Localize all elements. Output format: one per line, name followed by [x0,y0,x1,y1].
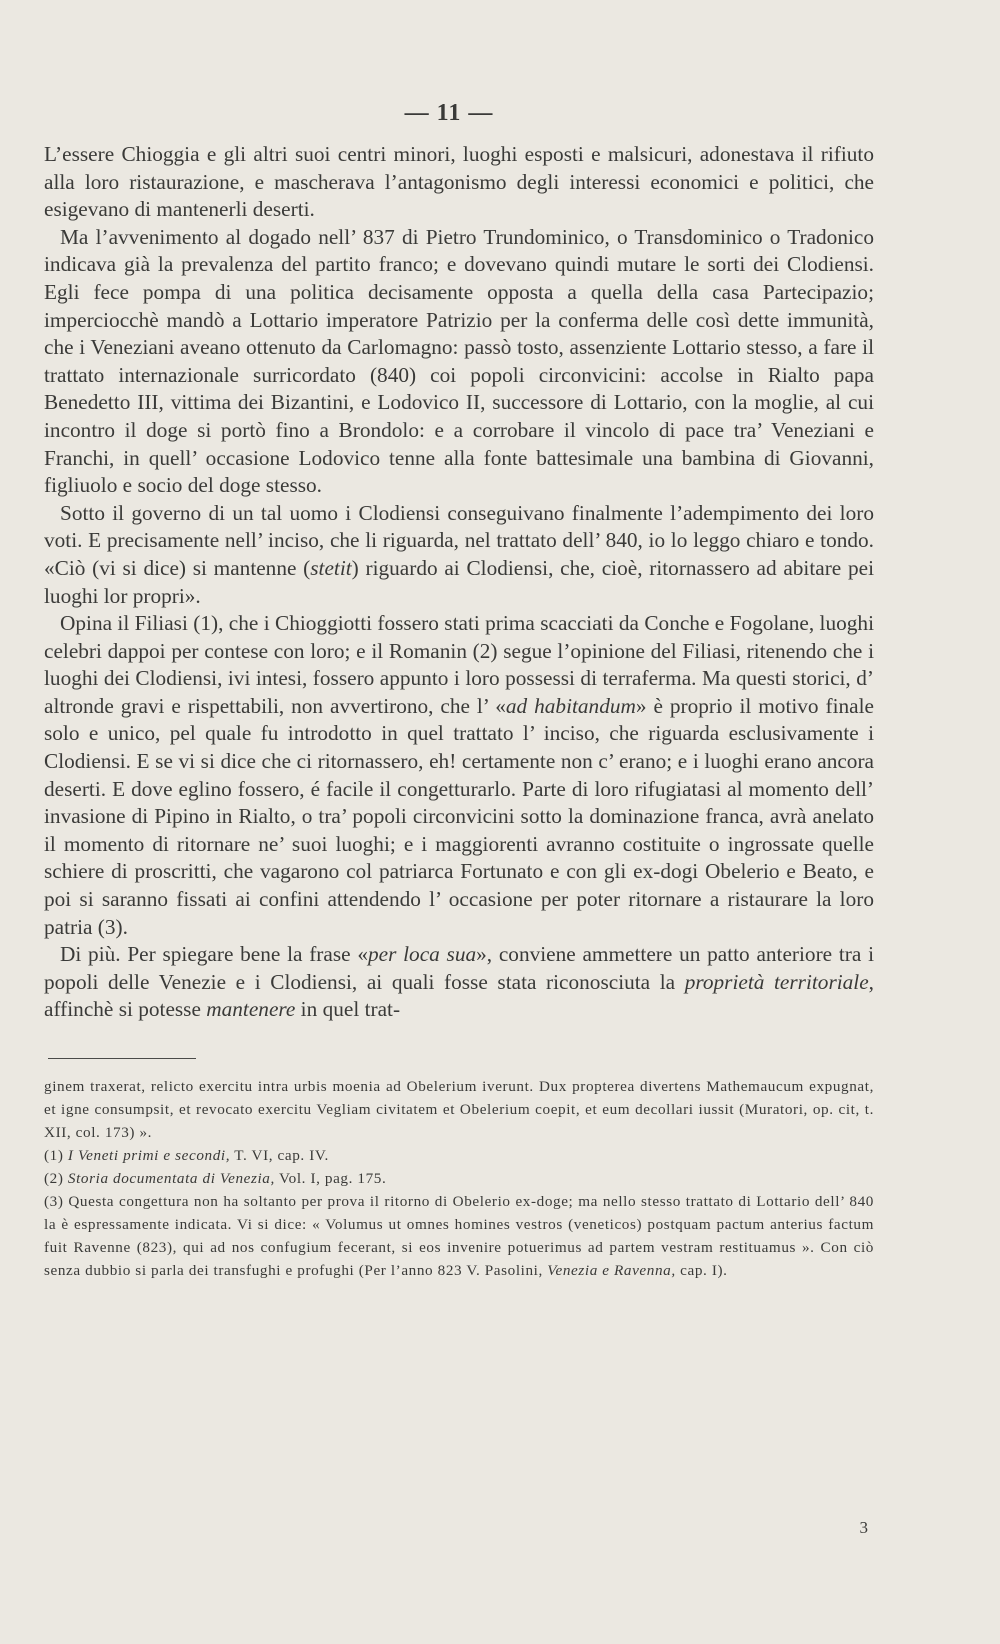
signature-mark: 3 [859,1518,868,1537]
paragraph-5 [44,941,874,1024]
footnote-3-text: Questa congettura non ha soltanto per prova il ritorno di Obelerio ex-doge; ma nello stesso trattato di Lottario dell’ 840 la è espressamente indicata. Vi si dice: « Volumus ut omnes homines vestros (veneticos) postquam pactum anterius factum fuit Ravenne (823), qui ad nos confugium fecerant, si eos invenire potuerimus ad partem vestram restituamus ». Con ciò senza dubbio si parla dei transfughi e profughi (Per l’anno 823 V. Pasolini, [44,1193,874,1279]
footnote-2 [44,1167,874,1190]
footnote-2-mark: (2) [44,1170,64,1187]
footnote-continuation: ginem traxerat, relicto exercitu intra urbis moenia ad Obelerium iverunt. Dux propterea divertens Mathemaucum expugnat, et igne consumpsit, et revocato exercitu Vegliam civitatem et Obelerium coepit, et eum decollari iussit (Muratori, op. cit, t. XII, col. 173) ». [44,1078,874,1141]
paragraph-4 [44,610,874,941]
footnote-3 [44,1190,874,1282]
footnote-1-rest: T. VI, cap. IV. [230,1147,329,1164]
page-number: — 11 — [404,100,494,126]
footnotes [44,1075,874,1282]
paragraph-4-text-a: Opina il Filiasi (1), che i Chioggiotti fossero stati prima scacciati da Conche e Fogolane, luoghi celebri dappoi per contese con loro; e il Romanin (2) segue l’opinione del Filiasi, ritenendo che i luoghi dei Clodiensi, ivi intesi, fossero appunto i loro possessi di terraferma. Ma questi storici, d’ altronde gravi e rispettabili, non avvertirono, che l’ « [44,611,874,718]
footnote-3-end: cap. I). [675,1262,728,1279]
paragraph-5-italic-3: mantenere [206,997,296,1022]
paragraph-5-italic-2: proprietà territoriale [684,969,869,994]
paragraph-1: L’essere Chioggia e gli altri suoi centri minori, luoghi esposti e malsicuri, adonestava il rifiuto alla loro ristaurazione, e mascherava l’antagonismo degli interessi economici e politici, che esigevano di mantenerli deserti. [44,142,874,222]
body-text [44,141,874,1024]
footnote-3-mark: (3) [44,1193,64,1210]
paragraph-3-italic: stetit [310,555,352,580]
footnote-2-title: Storia documentata di Venezia, [67,1170,275,1187]
paragraph-5-text-c: , affinchè si potesse [44,969,874,1022]
page-content [44,100,874,1640]
paragraph-5-text-d: in quel trat- [295,997,401,1022]
footnote-3-title: Venezia e Ravenna, [547,1262,676,1279]
paragraph-3 [44,500,874,610]
paragraph-5-italic-1: per loca sua [368,942,477,967]
footnote-1-title: I Veneti primi e secondi, [67,1147,231,1164]
footnote-2-rest: Vol. I, pag. 175. [274,1170,387,1187]
paragraph-4-text-b: » è proprio il motivo finale solo e unico, pel quale fu introdotto in quel trattato l’ inciso, che riguarda esclusivamente i Clodiensi. E se vi si dice che ci ritornassero, eh! certamente non c’ erano; e i luoghi erano ancora deserti. E dove eglino fossero, é facile il congetturarlo. Parte di loro rifugiatasi al momento dell’ invasione di Pipino in Rialto, o tra’ popoli circonvicini sotto la dominazione franca, avrà anelato il momento di ritornare ne’ suoi luoghi; e i maggiorenti avranno costituite o ingrossate quelle schiere di proscritti, che vagarono col patriarca Fortunato e con gli ex-dogi Obelerio e Beato, e poi si saranno fissati ai confini attendendo l’ occasione per poter ritornare a ristaurare la loro patria (3). [44,693,874,939]
paragraph-3-text: Sotto il governo di un tal uomo i Clodiensi conseguivano finalmente l’adempimento dei loro voti. E precisamente nell’ inciso, che li riguarda, nel trattato dell’ 840, io lo leggo chiaro e tondo. «Ciò (vi si dice) si mantenne ( [44,500,874,580]
footnote-divider [48,1058,196,1059]
paragraph-4-italic: ad habitandum [505,693,636,718]
paragraph-5-text-b: », conviene ammettere un patto anteriore tra i popoli delle Venezie e i Clodiensi, ai quali fosse stata riconosciuta la [44,942,874,994]
paragraph-5-text-a: Di più. Per spiegare bene la frase « [60,942,368,967]
footnote-1 [44,1144,874,1167]
paragraph-2: Ma l’avvenimento al dogado nell’ 837 di Pietro Trundominico, o Transdominico o Tradonico indicava già la prevalenza del partito franco; e dovevano quindi mutare le sorti dei Clodiensi. Egli fece pompa di una politica decisamente opposta a quella della casa Partecipazio; imperciocchè mandò a Lottario imperatore Patrizio per la conferma delle così dette immunità, che i Veneziani aveano ottenuto da Carlomagno: passò tosto, assenziente Lottario stesso, a fare il trattato internazionale surricordato (840) coi popoli circonvicini: accolse in Rialto papa Benedetto III, vittima dei Bizantini, e Lodovico II, successore di Lottario, con la moglie, al cui incontro il doge si portò fino a Brondolo: e a corrobare il vincolo di pace tra’ Veneziani e Franchi, in quell’ occasione Lodovico tenne alla fonte battesimale una bambina di Giovanni, figliuolo e socio del doge stesso. [44,224,874,498]
footnote-1-mark: (1) [44,1147,64,1164]
paragraph-3-end: ) riguardo ai Clodiensi, che, cioè, ritornassero ad abitare pei luoghi lor propri». [44,555,874,608]
